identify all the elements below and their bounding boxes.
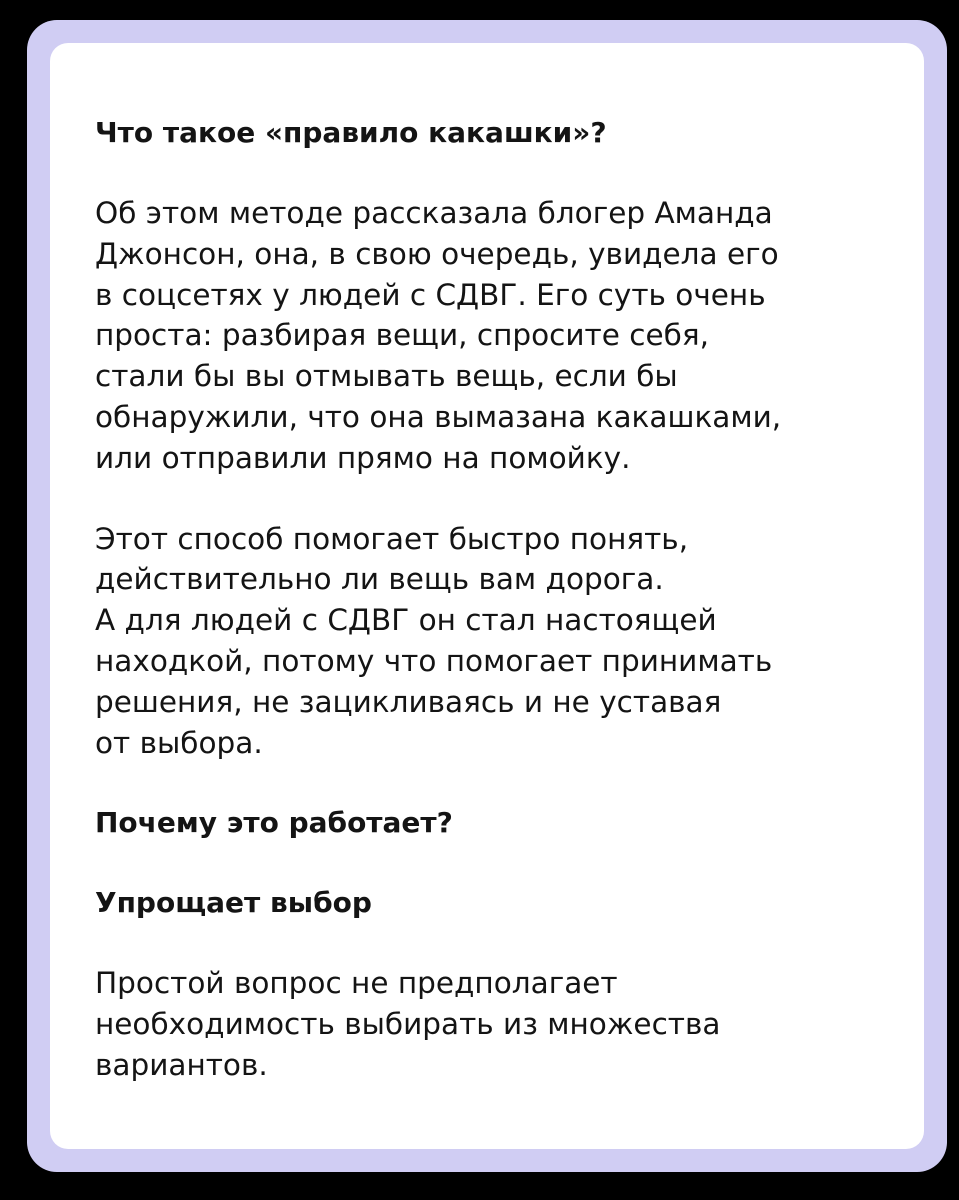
text-line: решения, не зацикливаясь и не уставая [95,684,722,719]
text-line: действительно ли вещь вам дорога. [95,562,664,597]
text-line: в соцсетях у людей с СДВГ. Его суть очень [95,277,766,312]
text-line: А для людей с СДВГ он стал настоящей [95,603,717,638]
text-line: Этот способ помогает быстро понять, [95,521,689,556]
text-line: вариантов. [95,1047,268,1082]
text-line: Об этом методе рассказала блогер Аманда [95,196,773,230]
text-card [50,43,924,1149]
paragraph-simple-question [95,963,884,1085]
heading-poop-rule: Что такое «правило какашки»? [95,116,607,149]
paragraph-method-description [95,193,884,479]
text-line: от выбора. [95,725,263,760]
text-line: Джонсон, она, в свою очередь, увидела его [95,236,779,271]
card-frame [27,20,947,1172]
text-line: или отправили прямо на помойку. [95,440,631,475]
text-line: необходимость выбирать из множества [95,1007,721,1042]
paragraph-method-benefit [95,519,884,764]
text-line: обнаружили, что она вымазана какашками, [95,399,782,434]
text-line: находкой, потому что помогает принимать [95,643,773,678]
text-line: Простой вопрос не предполагает [95,966,618,1001]
heading-why-it-works: Почему это работает? [95,806,453,840]
text-line: стали бы вы отмывать вещь, если бы [95,359,678,394]
heading-simplifies-choice: Упрощает выбор [95,886,372,920]
text-line: проста: разбирая вещи, спросите себя, [95,318,709,353]
